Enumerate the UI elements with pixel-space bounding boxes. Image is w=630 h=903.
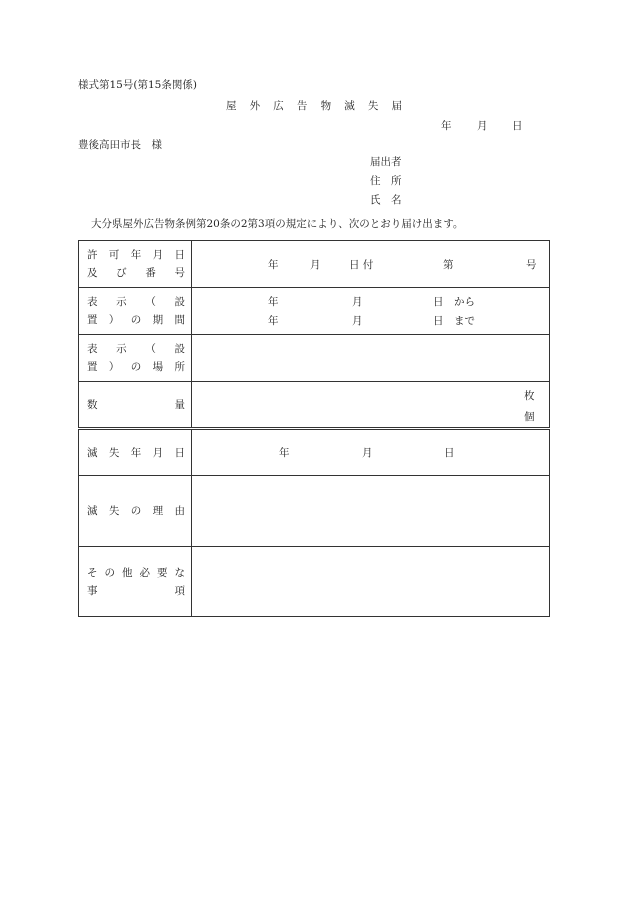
name-label: 氏 名 — [370, 194, 402, 206]
permit-label: 許 可 年 月 日 及 び 番 号 — [79, 241, 192, 288]
addressee: 豊後高田市長 様 — [78, 139, 162, 151]
reason-label: 滅 失 の 理 由 — [79, 476, 192, 547]
table-row-reason — [79, 476, 550, 547]
table-row-loss-date — [79, 429, 550, 476]
reason-value[interactable] — [192, 476, 550, 547]
table-row-quantity — [79, 382, 550, 429]
address-label: 住 所 — [370, 175, 402, 187]
notification-table — [78, 240, 550, 617]
quantity-label: 数 量 — [79, 382, 192, 429]
table-row-period — [79, 288, 550, 335]
date-day-char: 日 — [512, 120, 523, 132]
place-label: 表 示 （ 設 置 ） の 場 所 — [79, 335, 192, 382]
date-year-char: 年 — [441, 120, 452, 132]
table-row-place — [79, 335, 550, 382]
unit-pieces: 個 — [524, 411, 535, 423]
other-value[interactable] — [192, 547, 550, 617]
permit-value[interactable]: 年 月 日 付 第 号 — [192, 241, 550, 288]
applicant-label: 届出者 — [370, 156, 402, 168]
statement: 大分県屋外広告物条例第20条の2第3項の規定により、次のとおり届け出ます。 — [91, 218, 464, 230]
place-value[interactable] — [192, 335, 550, 382]
other-label: そ の 他 必 要 な 事 項 — [79, 547, 192, 617]
period-value[interactable]: 年 月 日 から 年 月 日 まで — [192, 288, 550, 335]
period-label: 表 示 （ 設 置 ） の 期 間 — [79, 288, 192, 335]
unit-sheets: 枚 — [524, 390, 535, 402]
date-month-char: 月 — [477, 120, 488, 132]
form-title: 屋 外 広 告 物 滅 失 届 — [226, 100, 402, 112]
quantity-value[interactable] — [192, 382, 550, 429]
loss-date-value[interactable]: 年 月 日 — [192, 429, 550, 476]
table-row-permit — [79, 241, 550, 288]
table-row-other — [79, 547, 550, 617]
form-number: 様式第15号(第15条関係) — [78, 79, 197, 91]
loss-date-label: 滅 失 年 月 日 — [79, 429, 192, 476]
